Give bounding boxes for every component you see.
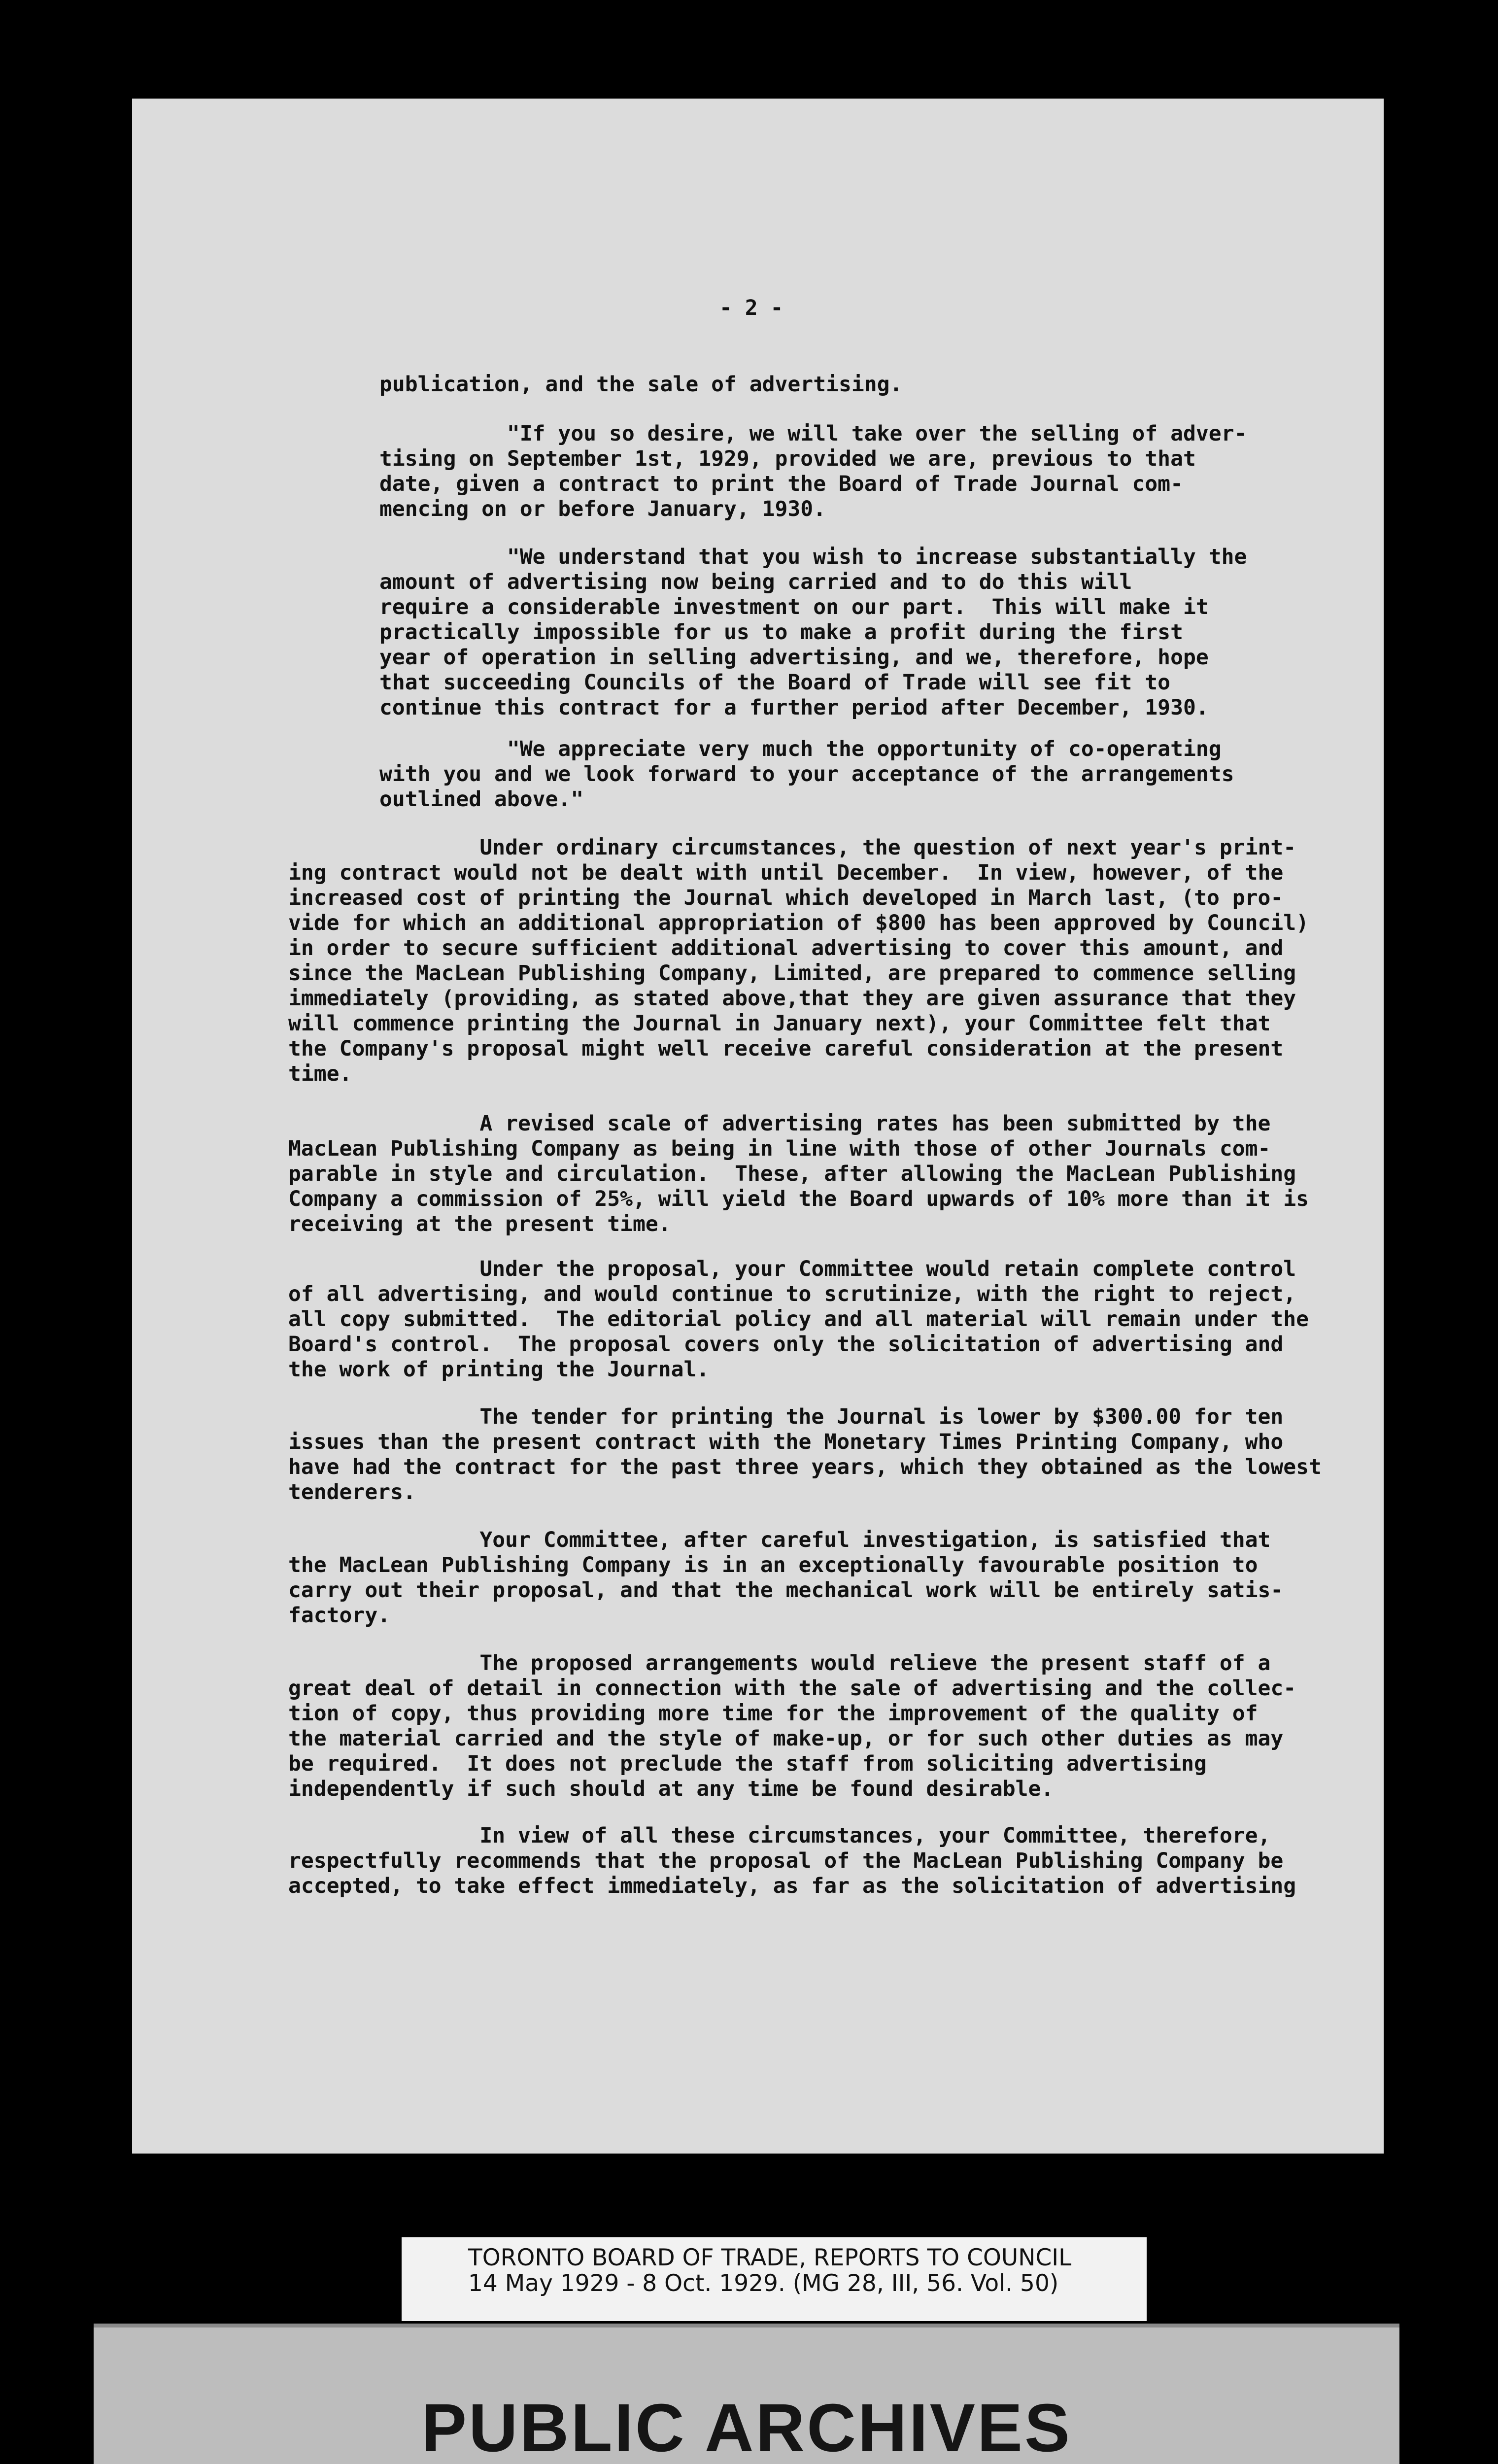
caption-line-2: 14 May 1929 - 8 Oct. 1929. (MG 28, III, 56. Vol. 50)	[468, 2270, 1059, 2297]
page-number: - 2 -	[719, 296, 783, 320]
archives-stamp	[94, 2324, 1399, 2464]
paragraph-2: "If you so desire, we will take over the selling of adver- tising on September 1st, 1929, provided we are, previous to that date, given a contract to print the Board of Trade Journal com- mencing on or before January, 1930.	[379, 421, 1247, 521]
paragraph-11: In view of all these circumstances, your Committee, therefore, respectfully recommends that the proposal of the MacLean Publishing Company be accepted, to take effect immediately, as far as the solicitation of advertising	[288, 1823, 1296, 1898]
paragraph-7: Under the proposal, your Committee would retain complete control of all advertising, and would continue to scrutinize, with the right to reject, all copy submitted. The editorial policy and all material will remain under the Board's control. The proposal covers only the solicitation of advertising and the work of printing the Journal.	[288, 1257, 1309, 1382]
paragraph-6: A revised scale of advertising rates has been submitted by the MacLean Publishing Company as being in line with those of other Journals com- parable in style and circulation. These, after allowing the MacLean Publishing Company a commission of 25%, will yield the Board upwards of 10% more than it is receiving at the present time.	[288, 1111, 1309, 1236]
caption-line-1: TORONTO BOARD OF TRADE, REPORTS TO COUNCIL	[468, 2244, 1072, 2271]
paragraph-10: The proposed arrangements would relieve the present staff of a great deal of detail in connection with the sale of advertising and the collec- tion of copy, thus providing more time for the improvement of the quality of the material carried and the style of make-up, or for such other duties as may be required. It does not preclude the staff from soliciting advertising independently if such should at any time be found desirable.	[288, 1651, 1296, 1801]
paragraph-1: publication, and the sale of advertising.	[379, 372, 903, 397]
archive-caption-label	[402, 2237, 1147, 2321]
paragraph-8: The tender for printing the Journal is lower by $300.00 for ten issues than the present contract with the Monetary Times Printing Company, who have had the contract for the past three years, which they obtained as the lowest tenderers.	[288, 1404, 1322, 1505]
stamp-line-1: PUBLIC ARCHIVES	[421, 2390, 1072, 2464]
paragraph-3: "We understand that you wish to increase substantially the amount of advertising now being carried and to do this will require a considerable investment on our part. This will make it practically impossible for us to make a profit during the first year of operation in selling advertising, and we, therefore, hope that succeeding Councils of the Board of Trade will see fit to continue this contract for a further period after December, 1930.	[379, 545, 1247, 720]
paragraph-5: Under ordinary circumstances, the question of next year's print- ing contract would not be dealt with until December. In view, however, of the increased cost of printing the Journal which developed in March last, (to pro- vide for which an additional appropriation of $800 has been approved by Council) in order to secure sufficient additional advertising to cover this amount, and since the MacLean Publishing Company, Limited, are prepared to commence selling immediately (providing, as stated above,that they are given assurance that they will commence printing the Journal in January next), your Committee felt that the Company's proposal might well receive careful consideration at the present time.	[288, 835, 1309, 1086]
paragraph-9: Your Committee, after careful investigation, is satisfied that the MacLean Publishing Company is in an exceptionally favourable position to carry out their proposal, and that the mechanical work will be entirely satis- factory.	[288, 1528, 1284, 1628]
paragraph-4: "We appreciate very much the opportunity of co-operating with you and we look forward to your acceptance of the arrangements outlined above."	[379, 737, 1234, 812]
